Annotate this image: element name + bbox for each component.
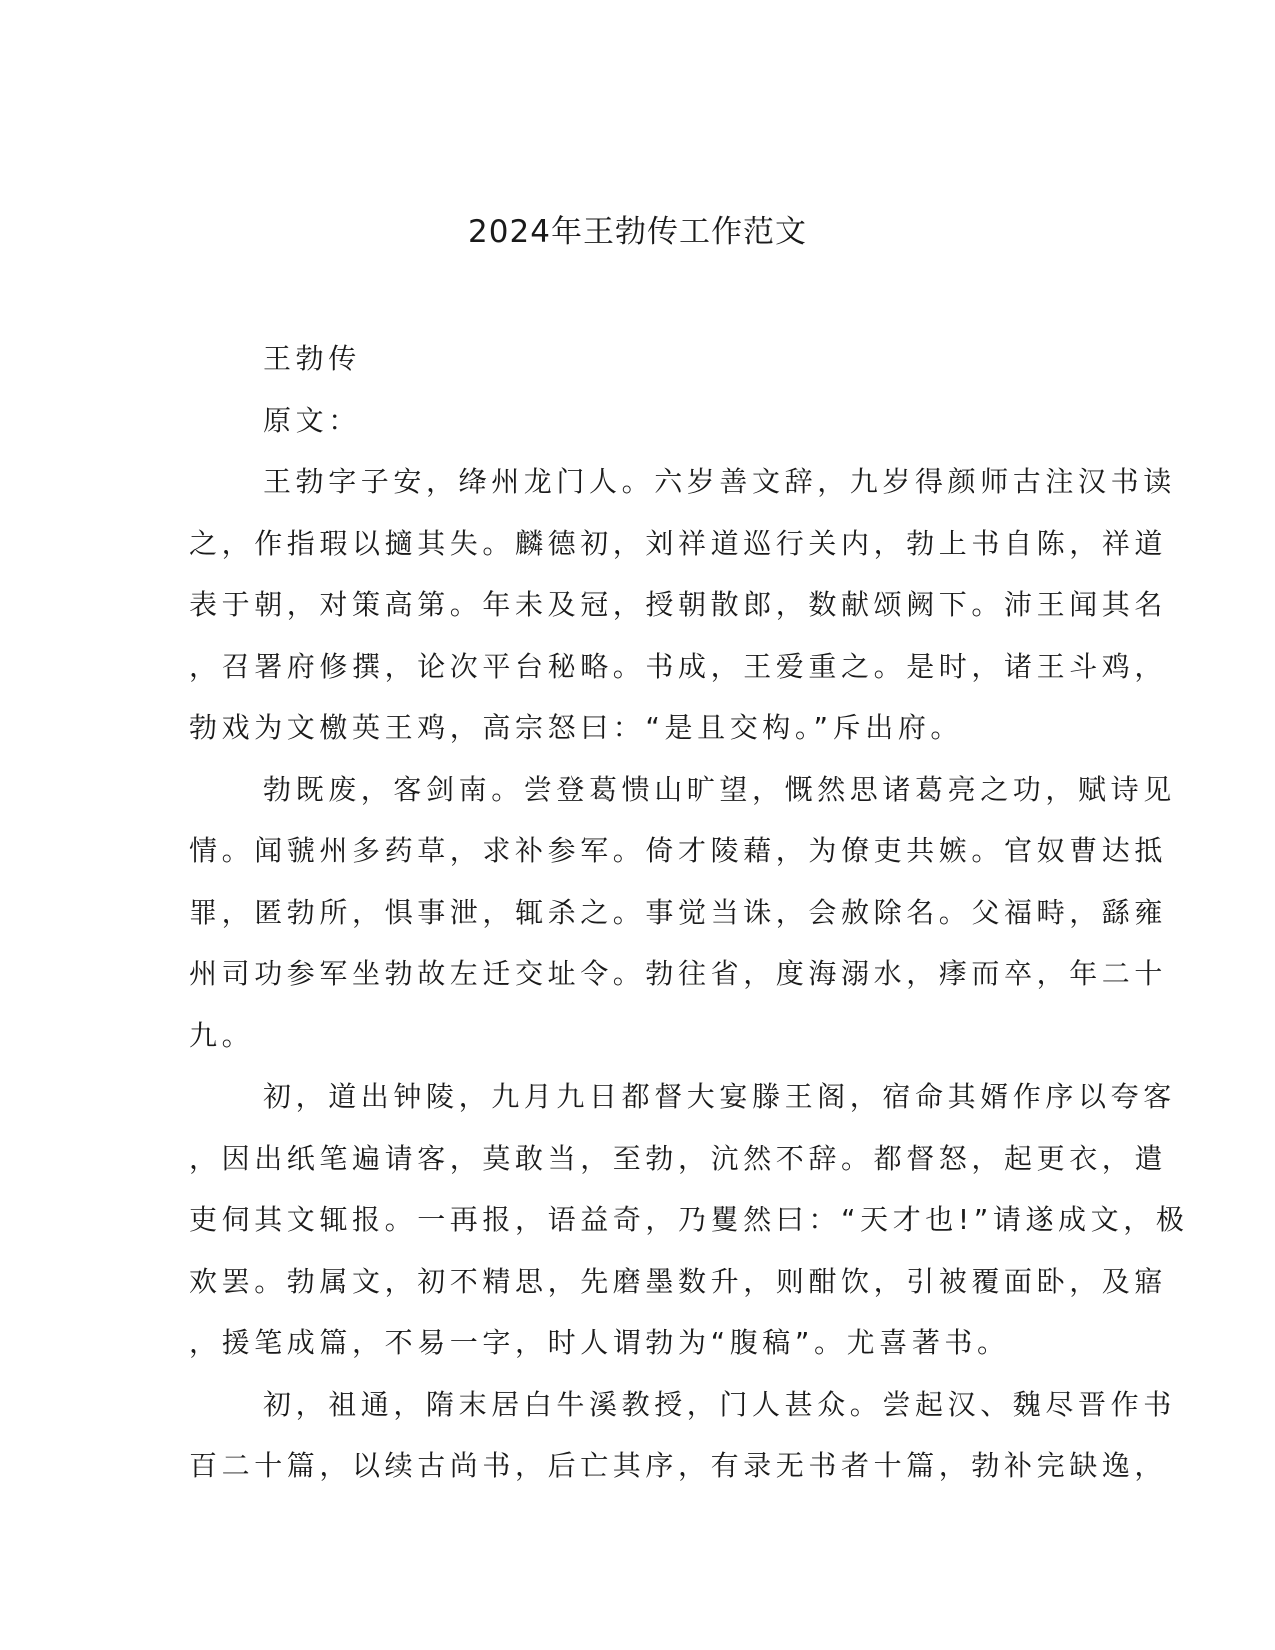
text-line: 勃既废，客剑南。尝登葛愦山旷望，慨然思诸葛亮之功，赋诗见 — [263, 772, 1176, 806]
text-line: 九。 — [189, 1018, 255, 1052]
text-line: 王勃字子安，绛州龙门人。六岁善文辞，九岁得颜师古注汉书读 — [263, 465, 1176, 498]
text-line: 之，作指瑕以擿其失。麟德初，刘祥道巡行关内，勃上书自陈，祥道 — [189, 526, 1168, 560]
text-line: 百二十篇，以续古尚书，后亡其序，有录无书者十篇，勃补完缺逸， — [189, 1449, 1168, 1482]
text-line: 欢罢。勃属文，初不精思，先磨墨数升，则酣饮，引被覆面卧，及寤 — [189, 1264, 1168, 1298]
text-line: ，援笔成篇，不易一字，时人谓勃为“腹稿”。尤喜著书。 — [189, 1326, 1010, 1359]
text-line: 州司功参军坐勃故左迁交址令。勃往省，度海溺水，痵而卒，年二十 — [189, 957, 1168, 990]
text-line: 勃戏为文檄英王鸡，高宗怒曰：“是且交构。”斥出府。 — [189, 711, 964, 744]
text-line: ，因出纸笔遍请客，莫敢当，至勃，沆然不辞。都督怒，起更衣，遣 — [189, 1141, 1168, 1175]
text-line: 罪，匿勃所，惧事泄，辄杀之。事觉当诛，会赦除名。父福畤，繇雍 — [189, 895, 1168, 929]
text-line: 王勃传 — [263, 342, 361, 375]
document-body — [189, 328, 1189, 1497]
text-line: ，召署府修撰，论次平台秘略。书成，王爱重之。是时，诸王斗鸡， — [189, 649, 1168, 683]
document-title: 2024年王勃传工作范文 — [468, 214, 807, 250]
text-line: 表于朝，对策高第。年未及冠，授朝散郎，数献颂阙下。沛王闻其名 — [189, 588, 1168, 621]
text-line: 初，祖通，隋末居白牛溪教授，门人甚众。尝起汉、魏尽晋作书 — [263, 1387, 1176, 1421]
text-line: 情。闻虢州多药草，求补参军。倚才陵藉，为僚吏共嫉。官奴曹达抵 — [189, 834, 1168, 867]
text-line: 初，道出钟陵，九月九日都督大宴滕王阁，宿命其婿作序以夸客 — [263, 1080, 1176, 1113]
text-line: 吏伺其文辄报。一再报，语益奇，乃矍然曰：“天才也!”请遂成文，极 — [189, 1203, 1189, 1236]
text-line: 原文： — [263, 403, 361, 437]
